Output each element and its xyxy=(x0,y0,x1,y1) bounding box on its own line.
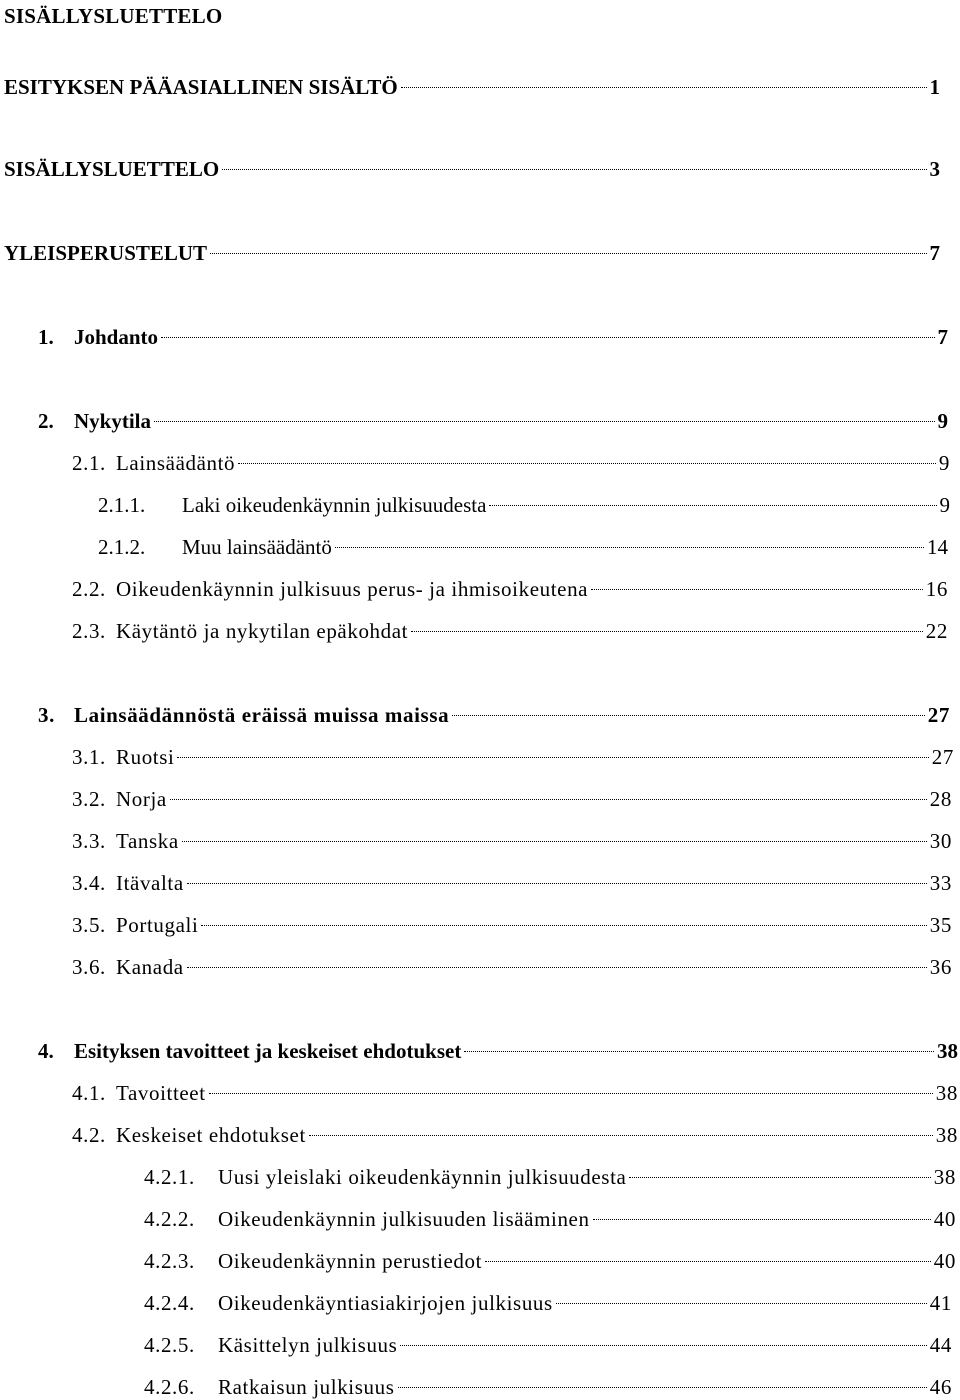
toc-entry-page-number: 38 xyxy=(935,1123,958,1147)
toc-entry-number: 4.1. xyxy=(72,1081,106,1105)
toc-entry-number: 2.1. xyxy=(72,451,106,475)
toc-entry-page-number: 44 xyxy=(929,1333,952,1357)
toc-entry[interactable] xyxy=(72,786,952,812)
dot-leader xyxy=(411,631,923,632)
toc-entry[interactable] xyxy=(72,1122,958,1148)
toc-entry[interactable] xyxy=(38,324,948,350)
toc-entry[interactable] xyxy=(144,1206,956,1232)
toc-entry-page-number: 27 xyxy=(927,703,950,727)
toc-entry-number: 2.1.2. xyxy=(98,535,146,559)
toc-entry-page-number: 14 xyxy=(927,535,948,559)
toc-entry-page-number: 9 xyxy=(938,451,950,475)
toc-entry-title: Muu lainsäädäntö xyxy=(182,535,332,559)
toc-entry[interactable] xyxy=(72,1080,958,1106)
toc-entry-number: 3. xyxy=(38,703,55,727)
toc-entry-title: Oikeudenkäynnin julkisuuden lisääminen xyxy=(218,1207,590,1231)
toc-entry-title: Oikeudenkäynnin perustiedot xyxy=(218,1249,483,1273)
dot-leader xyxy=(161,337,934,338)
dot-leader xyxy=(401,87,927,88)
dot-leader xyxy=(309,1135,933,1136)
dot-leader xyxy=(238,463,936,464)
toc-entry-page-number: 9 xyxy=(937,409,948,433)
toc-entry-title: Nykytila xyxy=(74,409,152,433)
dot-leader xyxy=(209,1093,933,1094)
toc-entry-page-number: 7 xyxy=(937,325,948,349)
toc-entry-title: Johdanto xyxy=(74,325,159,349)
dot-leader xyxy=(485,1261,931,1262)
toc-entry-title: SISÄLLYSLUETTELO xyxy=(4,157,220,181)
toc-entry[interactable] xyxy=(38,408,948,434)
dot-leader xyxy=(591,589,923,590)
toc-entry-number: 2.2. xyxy=(72,577,106,601)
toc-entry[interactable] xyxy=(72,954,952,980)
toc-entry[interactable] xyxy=(72,828,952,854)
toc-entry-title: Ruotsi xyxy=(116,745,175,769)
toc-entry-page-number: 40 xyxy=(933,1249,956,1273)
toc-entry[interactable] xyxy=(72,912,952,938)
toc-entry-page-number: 28 xyxy=(929,787,952,811)
toc-entry-title: Käytäntö ja nykytilan epäkohdat xyxy=(116,619,409,643)
dot-leader xyxy=(182,841,927,842)
dot-leader xyxy=(201,925,926,926)
toc-entry-title: ESITYKSEN PÄÄASIALLINEN SISÄLTÖ xyxy=(4,75,398,99)
dot-leader xyxy=(177,757,928,758)
toc-entry[interactable] xyxy=(144,1374,952,1400)
toc-entry[interactable] xyxy=(38,1038,958,1064)
toc-entry-page-number: 7 xyxy=(929,241,940,265)
toc-entry-number: 4.2.6. xyxy=(144,1375,195,1399)
toc-entry-title: Oikeudenkäynnin julkisuus perus- ja ihmisoikeutena xyxy=(116,577,589,601)
toc-entry-number: 4.2. xyxy=(72,1123,106,1147)
dot-leader xyxy=(593,1219,931,1220)
toc-entry-title: Käsittelyn julkisuus xyxy=(218,1333,398,1357)
toc-entry-number: 2.1.1. xyxy=(98,493,146,517)
toc-entry-page-number: 16 xyxy=(925,577,948,601)
toc-entry[interactable] xyxy=(144,1248,956,1274)
toc-entry-number: 3.4. xyxy=(72,871,106,895)
toc-entry-number: 3.3. xyxy=(72,829,106,853)
dot-leader xyxy=(452,715,925,716)
toc-entry-title: Tavoitteet xyxy=(116,1081,206,1105)
toc-entry-number: 2. xyxy=(38,409,54,433)
dot-leader xyxy=(187,883,927,884)
toc-entry-number: 4. xyxy=(38,1039,54,1063)
toc-entry-number: 4.2.3. xyxy=(144,1249,195,1273)
toc-entry-page-number: 35 xyxy=(929,913,952,937)
toc-entry[interactable] xyxy=(144,1332,952,1358)
toc-entry-number: 4.2.5. xyxy=(144,1333,195,1357)
toc-entry-title: Keskeiset ehdotukset xyxy=(116,1123,306,1147)
toc-heading: SISÄLLYSLUETTELO xyxy=(4,4,223,28)
toc-entry-number: 3.5. xyxy=(72,913,106,937)
toc-entry-number: 3.1. xyxy=(72,745,106,769)
dot-leader xyxy=(489,505,936,506)
toc-entry-title: Lainsäädännöstä eräissä muissa maissa xyxy=(74,703,450,727)
toc-entry[interactable] xyxy=(38,702,950,728)
toc-entry[interactable] xyxy=(98,534,948,560)
toc-entry-number: 3.2. xyxy=(72,787,106,811)
toc-entry-number: 4.2.2. xyxy=(144,1207,195,1231)
toc-entry[interactable] xyxy=(4,240,940,266)
toc-entry-page-number: 41 xyxy=(929,1291,952,1315)
dot-leader xyxy=(154,421,934,422)
toc-entry-page-number: 36 xyxy=(929,955,952,979)
toc-entry-number: 4.2.1. xyxy=(144,1165,195,1189)
toc-entry-page-number: 33 xyxy=(929,871,952,895)
dot-leader xyxy=(629,1177,930,1178)
dot-leader xyxy=(464,1051,934,1052)
toc-entry[interactable] xyxy=(4,156,940,182)
toc-entry-number: 2.3. xyxy=(72,619,106,643)
toc-entry-page-number: 22 xyxy=(925,619,948,643)
toc-entry[interactable] xyxy=(72,576,948,602)
toc-entry-title: Uusi yleislaki oikeudenkäynnin julkisuudesta xyxy=(218,1165,627,1189)
dot-leader xyxy=(398,1387,927,1388)
toc-entry-title: Laki oikeudenkäynnin julkisuudesta xyxy=(182,493,487,517)
toc-entry-page-number: 27 xyxy=(931,745,954,769)
toc-entry-title: Portugali xyxy=(116,913,199,937)
toc-entry-title: Ratkaisun julkisuus xyxy=(218,1375,395,1399)
toc-entry[interactable] xyxy=(72,744,954,770)
toc-entry[interactable] xyxy=(72,618,948,644)
toc-entry-title: Tanska xyxy=(116,829,179,853)
dot-leader xyxy=(222,169,926,170)
toc-entry[interactable] xyxy=(72,870,952,896)
toc-entry-number: 4.2.4. xyxy=(144,1291,195,1315)
toc-entry-page-number: 38 xyxy=(935,1081,958,1105)
toc-entry-title: Esityksen tavoitteet ja keskeiset ehdotukset xyxy=(74,1039,462,1063)
toc-entry[interactable] xyxy=(144,1290,952,1316)
toc-entry[interactable] xyxy=(144,1164,956,1190)
toc-entry-page-number: 46 xyxy=(929,1375,952,1399)
dot-leader xyxy=(187,967,927,968)
dot-leader xyxy=(335,547,924,548)
toc-entry[interactable] xyxy=(98,492,950,518)
toc-entry-title: YLEISPERUSTELUT xyxy=(4,241,208,265)
toc-entry-title: Kanada xyxy=(116,955,184,979)
toc-entry[interactable] xyxy=(4,74,940,100)
dot-leader xyxy=(400,1345,926,1346)
toc-entry-page-number: 38 xyxy=(933,1165,956,1189)
toc-entry-page-number: 38 xyxy=(937,1039,958,1063)
dot-leader xyxy=(170,799,927,800)
toc-entry-title: Oikeudenkäyntiasiakirjojen julkisuus xyxy=(218,1291,553,1315)
dot-leader xyxy=(210,253,926,254)
toc-entry[interactable] xyxy=(72,450,950,476)
toc-entry-number: 1. xyxy=(38,325,54,349)
toc-entry-title: Itävalta xyxy=(116,871,184,895)
toc-entry-page-number: 3 xyxy=(929,157,940,181)
toc-entry-page-number: 9 xyxy=(939,493,950,517)
toc-entry-title: Lainsäädäntö xyxy=(116,451,236,475)
toc-entry-page-number: 40 xyxy=(933,1207,956,1231)
toc-entry-page-number: 30 xyxy=(929,829,952,853)
toc-entry-page-number: 1 xyxy=(929,75,940,99)
toc-entry-number: 3.6. xyxy=(72,955,106,979)
toc-entry-title: Norja xyxy=(116,787,167,811)
dot-leader xyxy=(556,1303,927,1304)
